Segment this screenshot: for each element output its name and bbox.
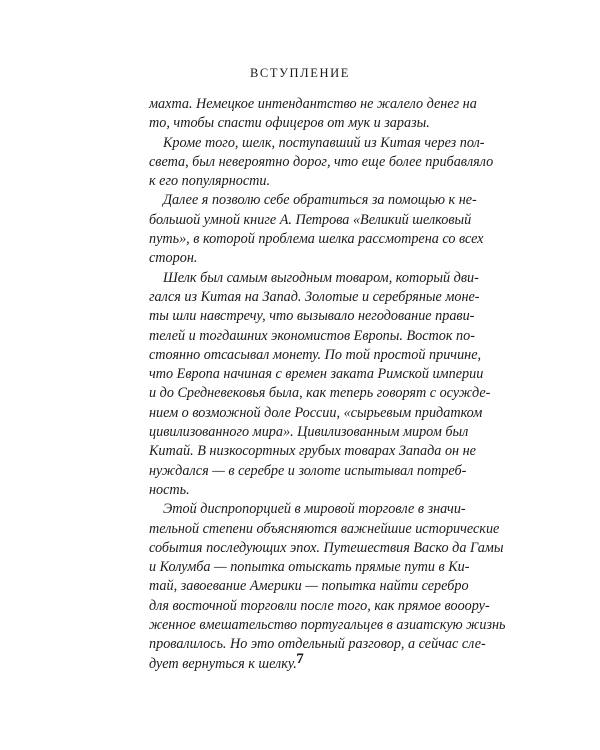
text-line: и Колумба — попытка отыскать прямые пути в Ки- xyxy=(149,559,470,576)
text-line: события последующих эпох. Путешествия Васко да Гамы xyxy=(149,539,504,556)
text-line: к его популярности. xyxy=(149,173,271,190)
text-line: Китай. В низкосортных грубых товарах Запада он не xyxy=(149,443,476,460)
paragraph xyxy=(149,269,491,501)
text-line: Этой диспропорцией в мировой торговле в значи- xyxy=(163,501,466,518)
text-line: нием о возможной доле России, «сырьевым придатком xyxy=(149,404,483,421)
text-line: Кроме того, шелк, поступавший из Китая через пол- xyxy=(163,134,485,151)
text-line: Далее я позволю себе обратиться за помощью к не- xyxy=(163,192,477,209)
body-text xyxy=(149,95,506,674)
text-line: Шелк был самым выгодным товаром, который дви- xyxy=(163,269,479,286)
text-line: стоянно отсасывал монету. По той простой причине, xyxy=(149,346,482,363)
text-line: махта. Немецкое интендантство не жалело денег на xyxy=(149,96,477,112)
text-line: то, чтобы спасти офицеров от мук и заразы. xyxy=(149,115,430,132)
text-line: ность. xyxy=(149,481,190,498)
text-line: дует вернуться к шелку. xyxy=(149,655,297,672)
text-line: тельной степени объясняются важнейшие исторические xyxy=(149,520,500,537)
text-line: и до Средневековья была, как теперь говорят с осужде- xyxy=(149,385,491,402)
text-line: провалилось. Но это отдельный разговор, а сейчас сле- xyxy=(149,636,486,653)
text-line: сторон. xyxy=(149,250,198,267)
text-line: женное вмешательство португальцев в азиатскую жизнь xyxy=(149,617,506,634)
text-line: для восточной торговли после того, как прямое вооору- xyxy=(149,597,490,614)
text-line: что Европа начиная с времен заката Римской империи xyxy=(149,366,484,383)
text-line: нуждался — в серебре и золоте испытывал потреб- xyxy=(149,462,467,479)
paragraph xyxy=(149,95,477,134)
text-line: ты шли навстречу, что вызывало негодование прави- xyxy=(149,308,475,325)
text-line: света, был невероятно дорог, что еще более прибавляло xyxy=(149,153,494,170)
text-line: путь», в которой проблема шелка рассмотрена со всех xyxy=(149,231,484,248)
page-number: 7 xyxy=(296,651,304,667)
text-line: цивилизованного мира». Цивилизованным миром был xyxy=(149,424,469,441)
text-line: тай, завоевание Америки — попытка найти серебро xyxy=(149,578,469,595)
running-header: ВСТУПЛЕНИЕ xyxy=(250,66,350,80)
text-line: гался из Китая на Запад. Золотые и серебряные моне- xyxy=(149,288,480,305)
paragraph xyxy=(149,191,484,268)
paragraph xyxy=(149,500,506,674)
paragraph xyxy=(149,134,494,192)
text-line: большой умной книге А. Петрова «Великий шелковый xyxy=(149,211,472,228)
text-line: телей и тогдашних экономистов Европы. Восток по- xyxy=(149,327,475,344)
